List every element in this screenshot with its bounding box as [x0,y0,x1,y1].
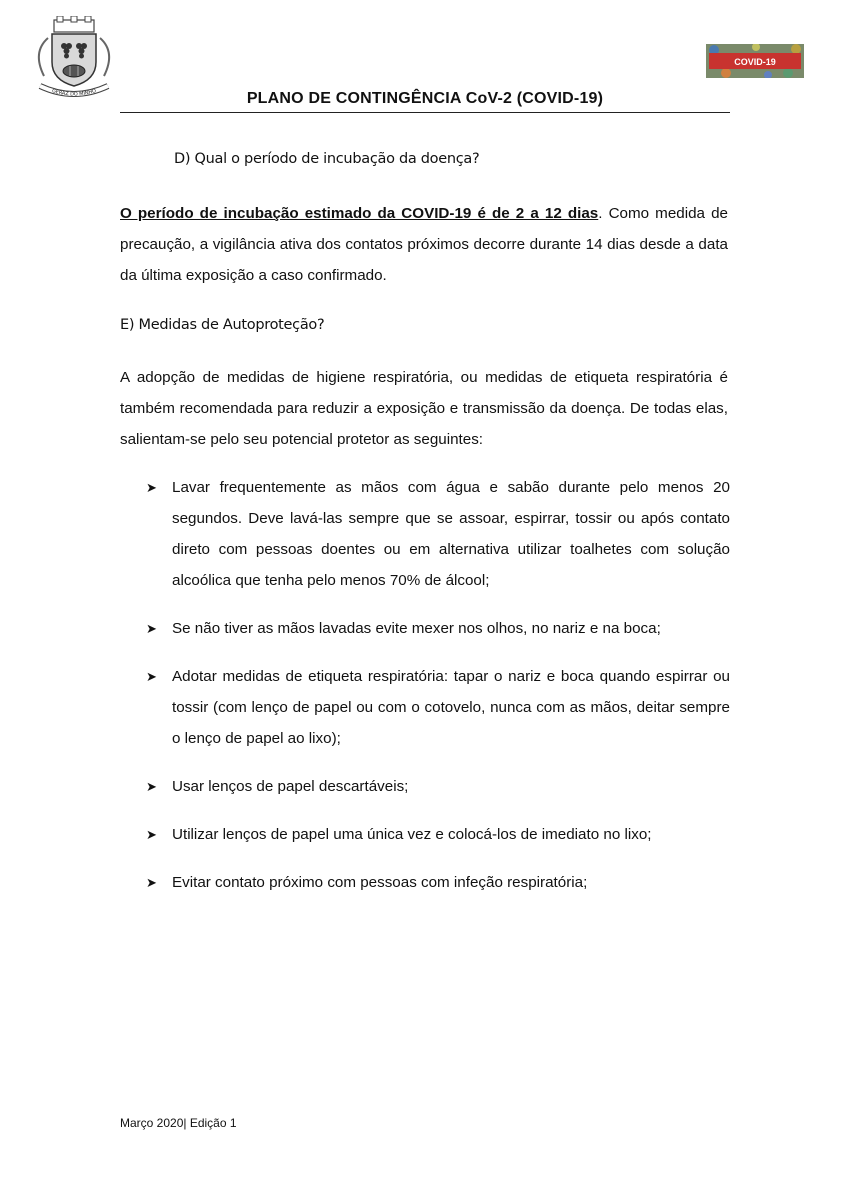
arrowhead-icon: ➤ [146,827,157,842]
section-d-title: D) Qual o período de incubação da doença? [174,151,480,167]
list-item [146,819,730,850]
list-item [146,661,730,754]
arrowhead-icon: ➤ [146,779,157,794]
crest-icon [26,16,122,102]
list-item [146,613,730,644]
list-item-text: Usar lenços de papel descartáveis; [172,778,409,795]
list-item-text: Utilizar lenços de papel uma única vez e colocá-los de imediato no lixo; [172,826,652,843]
list-item [146,867,730,898]
list-item-text: Se não tiver as mãos lavadas evite mexer nos olhos, no nariz e na boca; [172,620,661,637]
crest-caption: GERAZ DO MINHO [51,88,97,98]
arrowhead-icon: ➤ [146,875,157,890]
arrowhead-icon: ➤ [146,669,157,684]
section-e-title: E) Medidas de Autoproteção? [120,317,325,333]
incubation-paragraph [120,198,728,291]
list-item-text: Adotar medidas de etiqueta respiratória: tapar o nariz e boca quando espirrar ou tossir (com lenço de papel ou com o cotovelo, nunca com as mãos, deitar sempre o lenço de papel ao lixo); [172,668,730,747]
list-item-text: Evitar contato próximo com pessoas com infeção respiratória; [172,874,588,891]
incubation-lead: O período de incubação estimado da COVID-19 é de 2 a 12 dias [120,205,599,222]
footer-edition: Março 2020| Edição 1 [120,1116,237,1130]
list-item [146,771,730,802]
list-item-text: Lavar frequentemente as mãos com água e sabão durante pelo menos 20 segundos. Deve lavá-las sempre que se assoar, espirrar, tossir ou após contato direto com pessoas doentes ou em alternativa utilizar toalhetes com solução alcoólica que tenha pelo menos 70% de álcool; [172,479,730,589]
list-item [146,472,730,596]
measures-intro-paragraph: A adopção de medidas de higiene respiratória, ou medidas de etiqueta respiratória é também recomendada para reduzir a exposição e transmissão da doença. De todas elas, salientam-se pelo seu potencial protetor as seguintes: [120,369,728,448]
document-header-title: PLANO DE CONTINGÊNCIA CoV-2 (COVID-19) [246,90,604,107]
covid-badge-icon [706,44,804,78]
covid-badge-label: COVID-19 [734,57,776,67]
incubation-text: . Como medida de precaução, a vigilância ativa dos contatos próximos decorre durante 14 dias desde a data da última exposição a caso confirmado. [120,205,728,284]
measures-list [146,472,730,898]
arrowhead-icon: ➤ [146,621,157,636]
header-divider [120,112,730,113]
arrowhead-icon: ➤ [146,480,157,495]
